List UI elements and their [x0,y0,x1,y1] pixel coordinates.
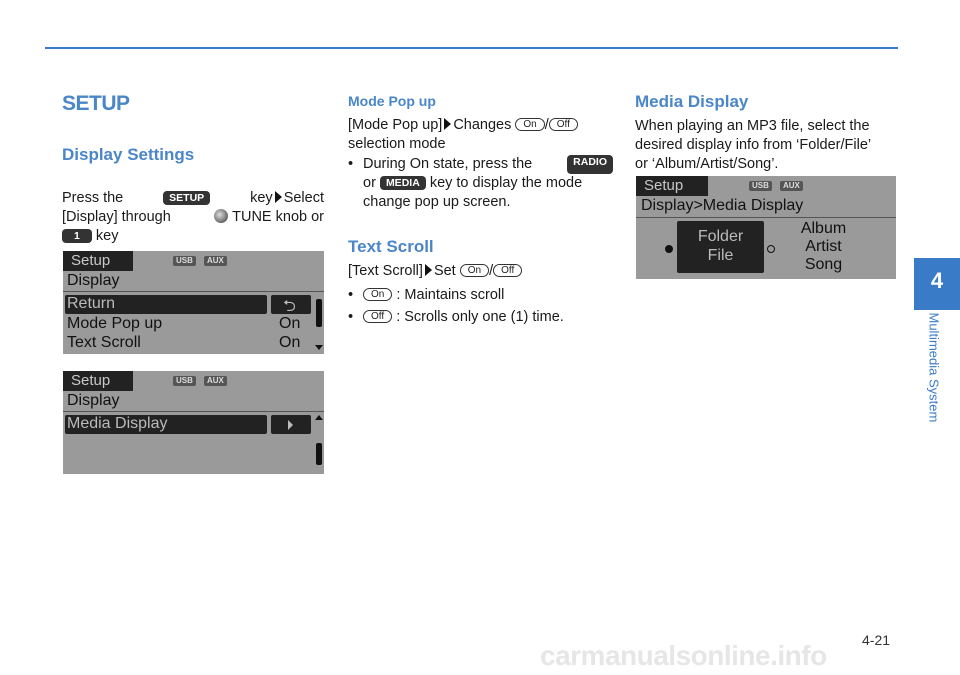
chevron-right-icon [288,420,293,430]
row-media-display-label: Media Display [67,415,168,432]
on-pill: On [460,264,489,277]
screen-header: Setup [63,371,133,391]
radio-selected-icon[interactable] [665,245,673,253]
aux-tag: AUX [204,256,227,266]
aux-tag: AUX [780,181,803,191]
display-screen-1 [63,251,324,354]
setup-key: SETUP [163,191,210,205]
row-text-scroll-label[interactable]: Text Scroll [67,334,141,351]
display-settings-heading: Display Settings [62,145,195,164]
radio-unselected-icon[interactable] [767,245,775,253]
mode-popup-bullet: During On state, press the RADIO or MEDIA key to display the mode change pop up screen. [363,155,613,212]
section-title: SETUP [62,92,130,115]
chapter-label: Multimedia System [926,312,942,423]
option-album-artist-song[interactable]: Album Artist Song [800,220,847,273]
media-key: MEDIA [380,176,426,190]
arrow-right-icon [444,118,451,130]
row-mode-popup-value: On [279,315,301,332]
scrollbar[interactable] [316,299,322,327]
mode-popup-heading: Mode Pop up [348,93,436,109]
display-screen-2 [63,371,324,474]
aux-tag: AUX [204,376,227,386]
one-key: 1 [62,229,92,243]
media-display-text: When playing an MP3 file, select the desired display info from ‘Folder/File’ or ‘Album/Artist/Song’. [635,118,872,172]
screen-title: Display [67,392,120,409]
off-pill: Off [549,118,578,131]
screen-header: Setup [636,176,708,196]
arrow-right-icon [425,264,432,276]
tune-knob-icon [214,209,228,223]
scroll-up-icon [315,415,323,420]
usb-tag: USB [173,376,196,386]
usb-tag: USB [749,181,772,191]
row-mode-popup-label[interactable]: Mode Pop up [67,315,163,332]
return-icon: ⮌ [283,298,296,315]
text-scroll-bullet-off: Off : Scrolls only one (1) time. [363,308,564,327]
screen-title: Display>Media Display [641,197,804,214]
media-display-screen: Setup USB AUX Display>Media Display Folder File Album Artist Song [636,176,896,279]
screen-title: Display [67,272,120,289]
row-return-label: Return [67,295,116,312]
arrow-right-icon [275,191,282,203]
top-rule [45,47,898,49]
text-scroll-heading: Text Scroll [348,237,434,256]
page-number: 4-21 [862,632,891,648]
text-scroll-bullet-on: On : Maintains scroll [363,286,504,305]
on-pill: On [515,118,544,131]
media-display-heading: Media Display [635,92,749,111]
display-settings-paragraph: Press the SETUP key Select [Display] through TUNE knob or 1 key [62,190,324,244]
scrollbar[interactable] [316,443,322,465]
chapter-number: 4 [930,268,944,293]
watermark: carmanualsonline.info [540,640,827,671]
row-text-scroll-value: On [279,334,301,351]
scroll-down-icon [315,345,323,350]
mode-popup-text: [Mode Pop up] Changes On / Off selection mode [348,116,613,154]
screen-header: Setup [63,251,133,271]
off-pill: Off [493,264,522,277]
usb-tag: USB [173,256,196,266]
text-scroll-line: [Text Scroll] Set On / Off [348,262,522,281]
radio-key: RADIO [567,155,613,174]
